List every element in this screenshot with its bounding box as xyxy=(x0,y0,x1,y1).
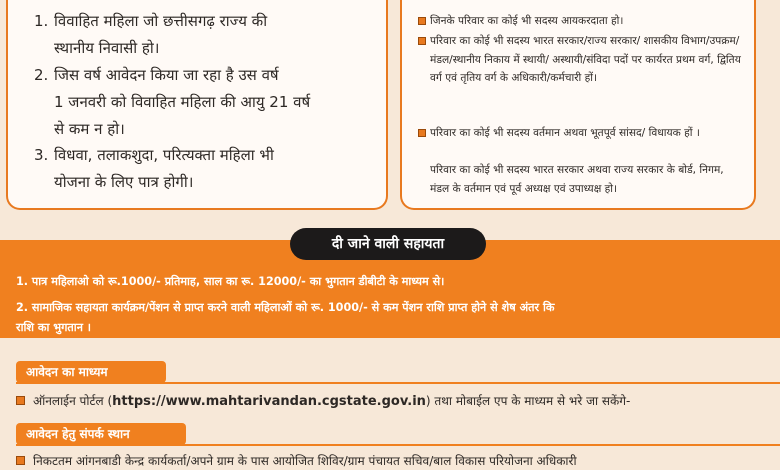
square-bullet-icon xyxy=(16,396,25,405)
eligibility-item-number: 2. xyxy=(34,66,49,84)
square-bullet-icon xyxy=(418,17,426,25)
application-medium-text xyxy=(16,392,630,411)
exclusions-card xyxy=(400,0,756,210)
eligibility-item-text: से कम न हो। xyxy=(54,120,125,138)
assistance-title: दी जाने वाली सहायता xyxy=(290,228,486,260)
eligibility-item-text: विधवा, तलाकशुदा, परित्यक्ता महिला भी xyxy=(54,146,274,164)
eligibility-item-text: स्थानीय निवासी हो। xyxy=(54,39,160,57)
eligibility-item-3 xyxy=(34,142,274,196)
eligibility-item-text: विवाहित महिला जो छत्तीसगढ़ राज्य की xyxy=(54,12,268,30)
contact-place-text xyxy=(16,452,577,470)
exclusion-item xyxy=(418,12,746,31)
square-bullet-icon xyxy=(418,37,426,45)
application-medium-label: आवेदन का माध्यम xyxy=(16,361,166,383)
exclusion-item xyxy=(418,32,746,88)
eligibility-item-2 xyxy=(34,62,310,143)
exclusion-note xyxy=(418,161,746,198)
eligibility-item-text: योजना के लिए पात्र होगी। xyxy=(54,173,194,191)
assistance-item-2-line-2: राशि का भुगतान । xyxy=(16,321,92,334)
eligibility-item-number: 1. xyxy=(34,12,49,30)
exclusion-note-text: परिवार का कोई भी सदस्य भारत सरकार अथवा राज्य सरकार के बोर्ड, निगम, मंडल के वर्तमान एवं पूर्व अध्यक्ष एवं उपाध्यक्ष हो। xyxy=(430,164,724,195)
exclusion-item xyxy=(418,124,746,143)
eligibility-item-text: जिस वर्ष आवेदन किया जा रहा है उस वर्ष xyxy=(54,66,279,84)
eligibility-card xyxy=(6,0,388,210)
eligibility-item-1 xyxy=(34,8,267,62)
eligibility-item-text: 1 जनवरी को विवाहित महिला की आयु 21 वर्ष xyxy=(54,93,311,111)
contact-place-description: निकटतम आंगनबाडी केन्द्र कार्यकर्ता/अपने ग्राम के पास आयोजित शिविर/ग्राम पंचायत सचिव/बाल विकास परियोजना अधिकारी xyxy=(33,454,577,468)
portal-url-link[interactable]: https://www.mahtarivandan.cgstate.gov.in xyxy=(112,394,426,409)
assistance-item-1: 1. पात्र महिलाओ को रू.1000/- प्रतिमाह, साल का रू. 12000/- का भुगतान डीबीटी के माध्यम से। xyxy=(16,275,445,288)
exclusion-item-text: जिनके परिवार का कोई भी सदस्य आयकरदाता हो। xyxy=(430,15,624,27)
application-medium-suffix: ) तथा मोबाईल एप के माध्यम से भरे जा सकेंगे- xyxy=(425,394,631,408)
eligibility-item-number: 3. xyxy=(34,146,49,164)
application-medium-prefix: ऑनलाईन पोर्टल ( xyxy=(33,394,113,408)
exclusion-item-text: परिवार का कोई भी सदस्य भारत सरकार/राज्य सरकार/ शासकीय विभाग/उपक्रम/मंडल/स्थानीय निकाय में स्थायी/ अस्थायी/संविदा पदों पर कार्यरत प्रथम वर्ग, द्वितिय वर्ग एवं तृतिय वर्ग के अधिकारी/कर्मचारी हों। xyxy=(430,35,741,84)
square-bullet-icon xyxy=(16,456,25,465)
assistance-item-2-line-1: 2. सामाजिक सहायता कार्यक्रम/पेंशन से प्राप्त करने वाली महिलाओं को रू. 1000/- से कम पेंशन राशि प्राप्त होने से शेष अंतर कि xyxy=(16,301,555,314)
contact-place-label: आवेदन हेतु संपर्क स्थान xyxy=(16,423,186,445)
exclusion-item-text: परिवार का कोई भी सदस्य वर्तमान अथवा भूतपूर्व सांसद/ विधायक हों । xyxy=(430,127,700,139)
square-bullet-icon xyxy=(418,129,426,137)
